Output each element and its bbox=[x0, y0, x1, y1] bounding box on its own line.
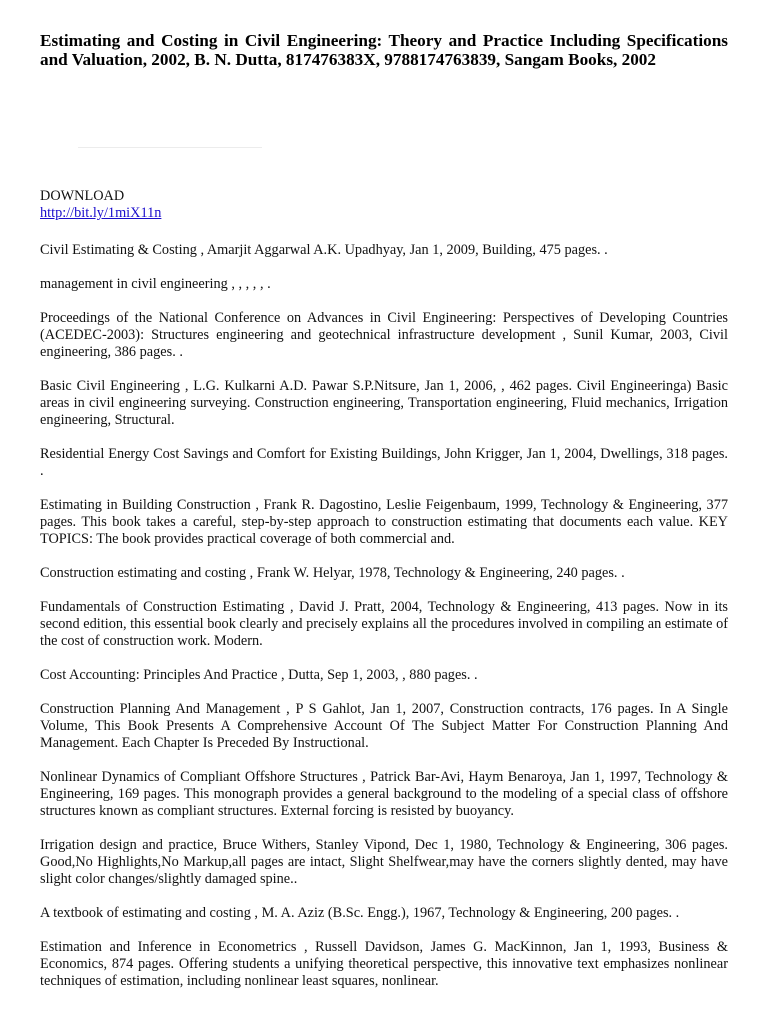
page-title: Estimating and Costing in Civil Engineering: Theory and Practice Including Specifications and Valuation, 2002, B. N. Dutta, 817476383X, 9788174763839, Sangam Books, 2002 bbox=[40, 31, 728, 69]
list-item: Civil Estimating & Costing , Amarjit Aggarwal A.K. Upadhyay, Jan 1, 2009, Building, 475 pages. . bbox=[40, 242, 608, 258]
list-item: A textbook of estimating and costing , M. A. Aziz (B.Sc. Engg.), 1967, Technology & Engineering, 200 pages. . bbox=[40, 905, 680, 921]
list-item: Estimation and Inference in Econometrics , Russell Davidson, James G. MacKinnon, Jan 1, 1993, Business & Economics, 874 pages. Offering students a unifying theoretical perspective, this innovative text emphasizes nonlinear techniques of estimation, including nonlinear least squares, nonlinear. bbox=[40, 939, 728, 989]
list-item: Estimating in Building Construction , Frank R. Dagostino, Leslie Feigenbaum, 1999, Technology & Engineering, 377 pages. This book takes a careful, step-by-step approach to construction estimating that documents each value. KEY TOPICS: The book provides practical coverage of both commercial and. bbox=[40, 497, 728, 547]
list-item: Basic Civil Engineering , L.G. Kulkarni A.D. Pawar S.P.Nitsure, Jan 1, 2006, , 462 pages. Civil Engineeringa) Basic areas in civil engineering surveying. Construction engineering, Transportation engineering, Fluid mechanics, Irrigation engineering, Structural. bbox=[40, 378, 728, 428]
list-item: Nonlinear Dynamics of Compliant Offshore Structures , Patrick Bar-Avi, Haym Benaroya, Jan 1, 1997, Technology & Engineering, 169 pages. This monograph provides a general background to the modeling of a special class of offshore structures known as compliant structures. External forcing is resisted by buoyancy. bbox=[40, 769, 728, 819]
entry-list bbox=[40, 242, 728, 1007]
list-item: Construction Planning And Management , P S Gahlot, Jan 1, 2007, Construction contracts, 176 pages. In A Single Volume, This Book Presents A Comprehensive Account Of The Subject Matter For Construction Planning And Management. Each Chapter Is Preceded By Instructional. bbox=[40, 701, 728, 751]
list-item: Fundamentals of Construction Estimating , David J. Pratt, 2004, Technology & Engineering, 413 pages. Now in its second edition, this essential book clearly and precisely explains all the procedures involved in compiling an estimate of the cost of construction work. Modern. bbox=[40, 599, 728, 649]
list-item: Residential Energy Cost Savings and Comfort for Existing Buildings, John Krigger, Jan 1, 2004, Dwellings, 318 pages. . bbox=[40, 446, 728, 479]
list-item: management in civil engineering , , , , , . bbox=[40, 276, 271, 292]
list-item: Irrigation design and practice, Bruce Withers, Stanley Vipond, Dec 1, 1980, Technology & Engineering, 306 pages. Good,No Highlights,No Markup,all pages are intact, Slight Shelfwear,may have the corners slightly dented, may have slight color changes/slightly damaged spine.. bbox=[40, 837, 728, 887]
download-section bbox=[40, 188, 161, 222]
list-item: Cost Accounting: Principles And Practice , Dutta, Sep 1, 2003, , 880 pages. . bbox=[40, 667, 478, 683]
download-label: DOWNLOAD bbox=[40, 188, 125, 204]
download-link[interactable]: http://bit.ly/1miX11n bbox=[40, 205, 162, 221]
list-item: Proceedings of the National Conference on Advances in Civil Engineering: Perspectives of Developing Countries (ACEDEC-2003): Structures engineering and geotechnical infrastructure development , Sunil Kumar, 2003, Civil engineering, 386 pages. . bbox=[40, 310, 728, 360]
divider bbox=[78, 147, 262, 148]
document-page bbox=[40, 32, 728, 69]
list-item: Construction estimating and costing , Frank W. Helyar, 1978, Technology & Engineering, 240 pages. . bbox=[40, 565, 625, 581]
